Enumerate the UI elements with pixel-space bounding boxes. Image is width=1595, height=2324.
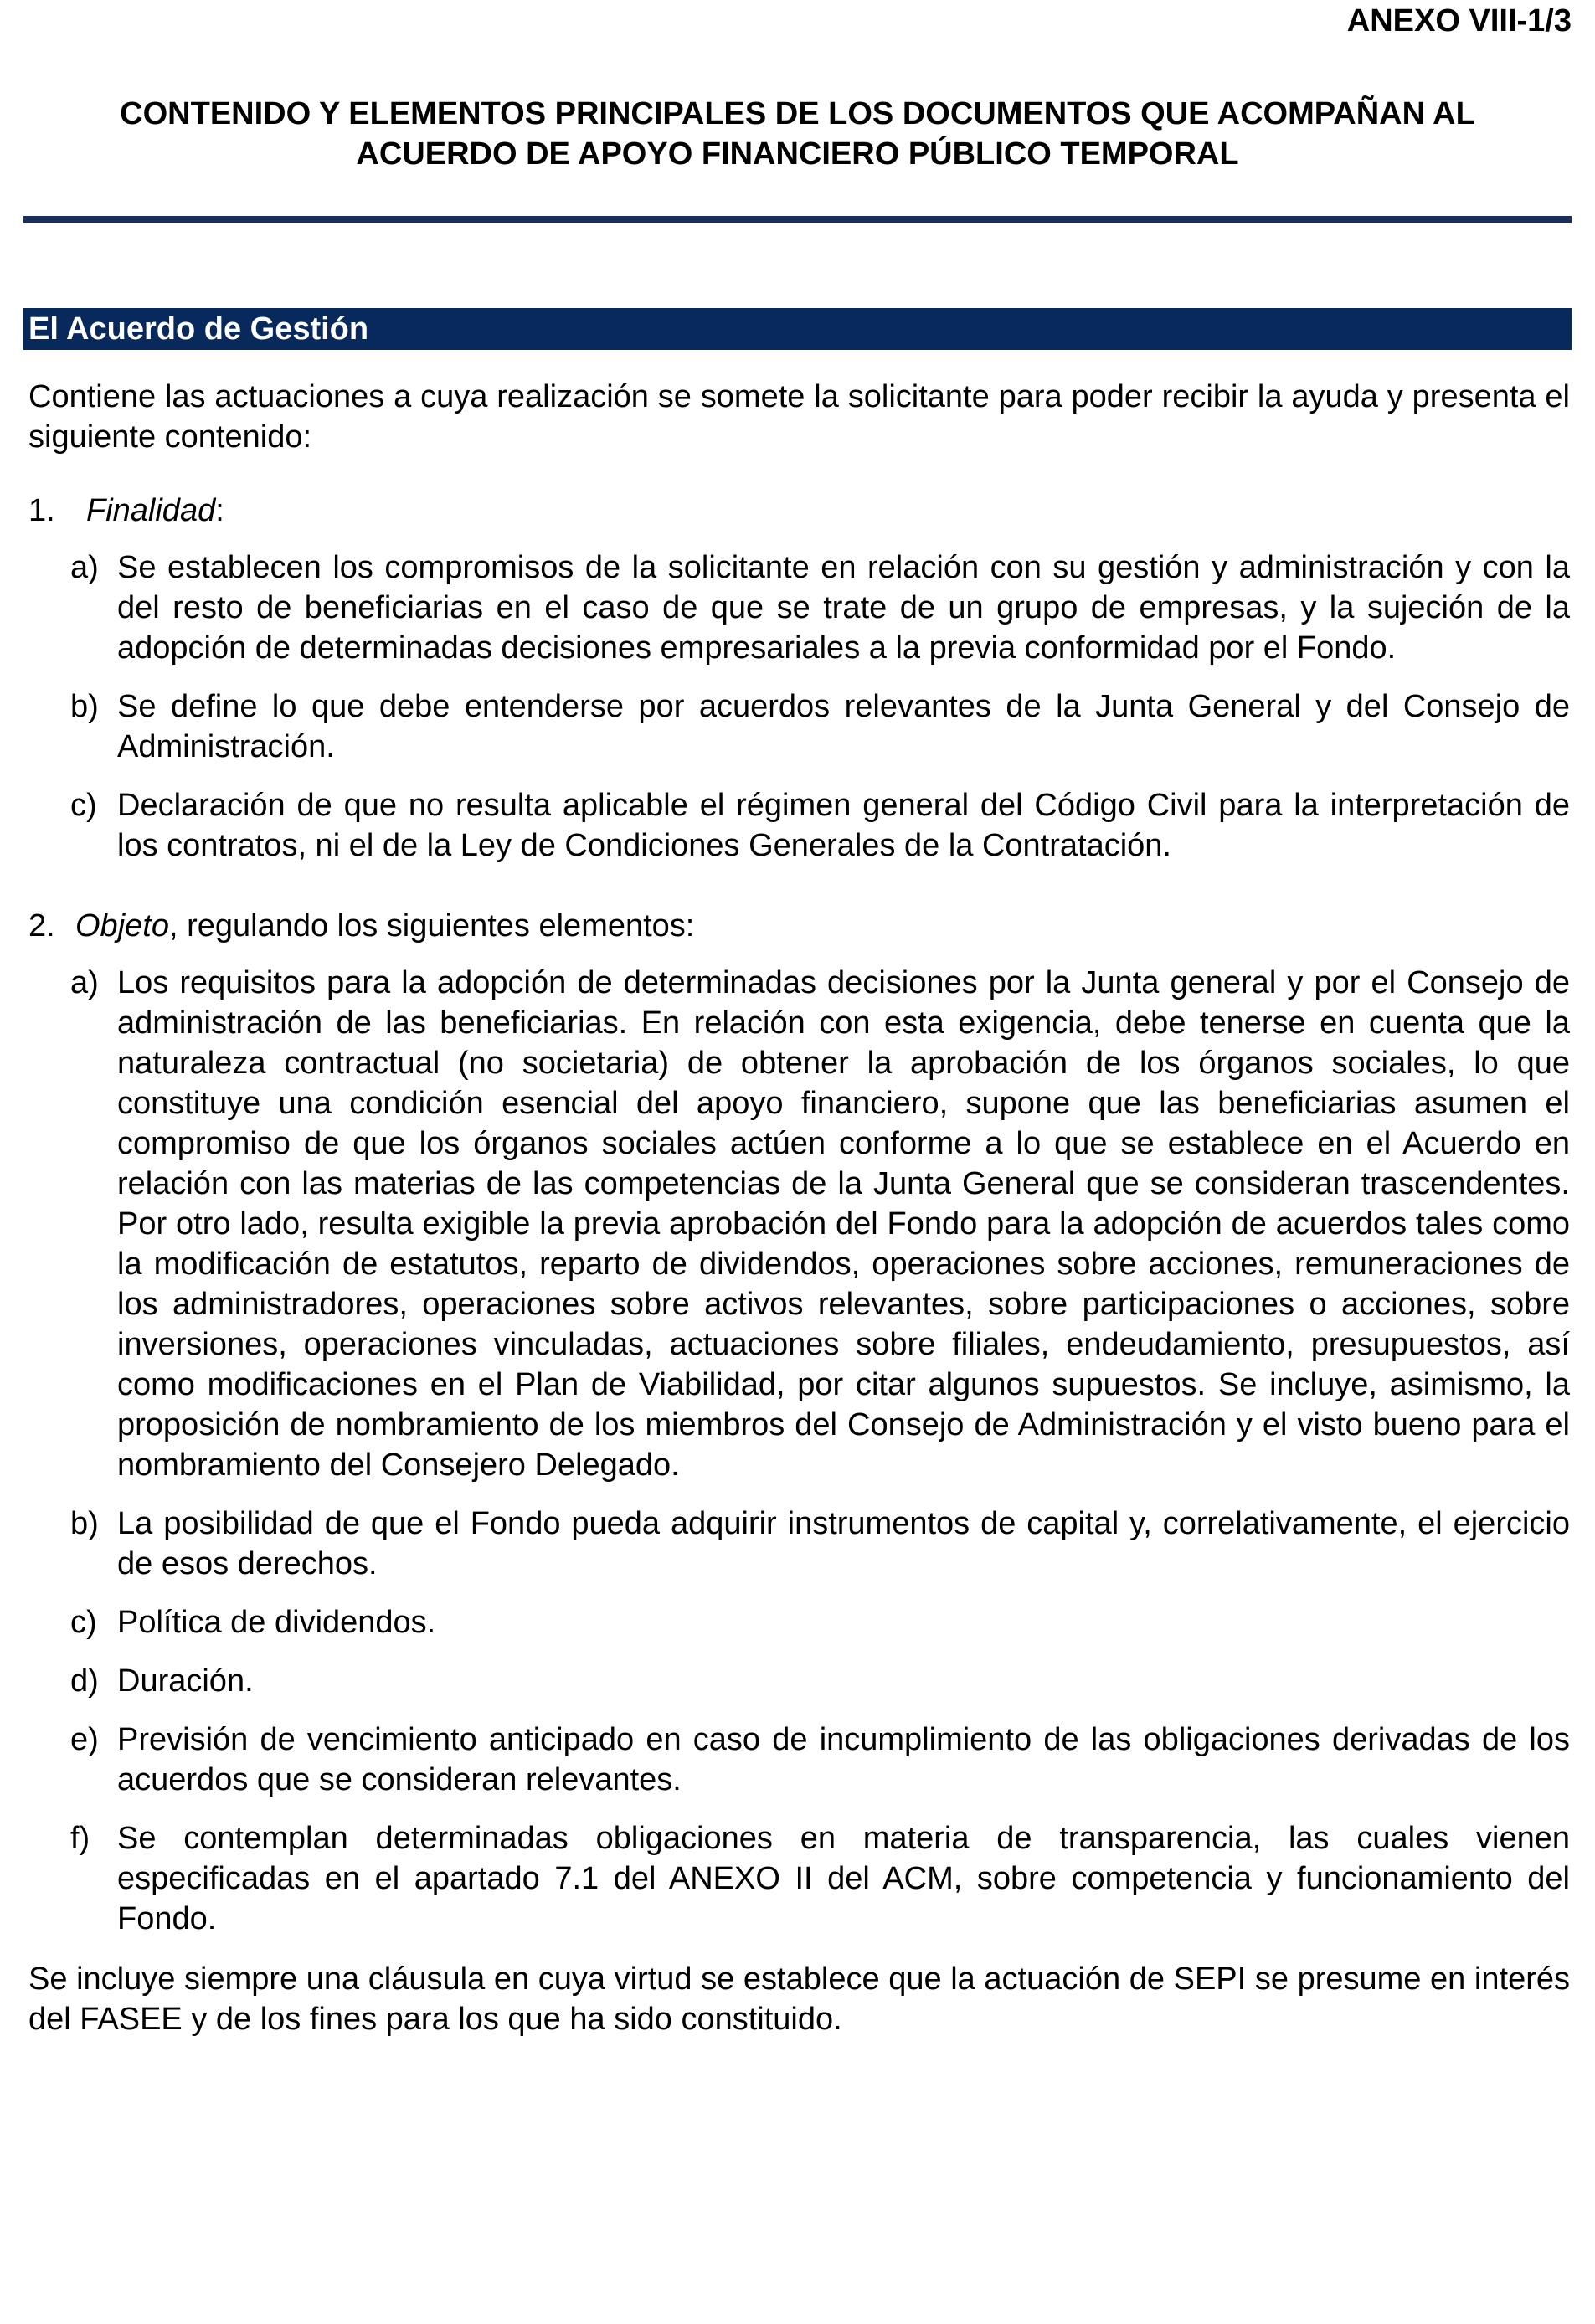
item-letter: c) xyxy=(70,788,97,823)
item-letter: b) xyxy=(70,1506,99,1541)
document-body xyxy=(28,377,1570,2039)
item-letter: b) xyxy=(70,689,99,724)
item-letter: a) xyxy=(70,550,99,585)
list-item xyxy=(70,548,1570,668)
item-text: Se contemplan determinadas obligaciones en materia de transparencia, las cuales vienen especificadas en el apartado 7.1 del ANEXO II del ACM, sobre competencia y funcionamiento del Fondo. xyxy=(117,1821,1570,1936)
point-term: Finalidad xyxy=(86,493,216,528)
list-item xyxy=(70,785,1570,866)
item-text: Declaración de que no resulta aplicable el régimen general del Código Civil para la interpretación de los contratos, ni el de la Ley de Condiciones Generales de la Contratación. xyxy=(117,788,1570,863)
section-intro: Contiene las actuaciones a cuya realización se somete la solicitante para poder recibir la ayuda y presenta el siguiente contenido: xyxy=(28,379,1570,455)
title-divider xyxy=(23,216,1572,223)
item-text: Se define lo que debe entenderse por acuerdos relevantes de la Junta General y del Consejo de Administración. xyxy=(117,689,1570,764)
point-number: 2. xyxy=(28,908,55,943)
point-2-heading xyxy=(28,906,1570,946)
list-item xyxy=(70,1602,1570,1643)
point-suffix: : xyxy=(215,493,224,528)
item-text: La posibilidad de que el Fondo pueda adquirir instrumentos de capital y, correlativamente, el ejercicio de esos derechos. xyxy=(117,1506,1570,1581)
item-letter: c) xyxy=(70,1605,97,1640)
item-letter: f) xyxy=(70,1821,90,1856)
section-heading: El Acuerdo de Gestión xyxy=(23,308,1572,350)
list-item xyxy=(70,1504,1570,1584)
item-text: Previsión de vencimiento anticipado en caso de incumplimiento de las obligaciones derivadas de los acuerdos que se consideran relevantes. xyxy=(117,1722,1570,1797)
list-item xyxy=(70,686,1570,767)
item-text: Los requisitos para la adopción de determinadas decisiones por la Junta general y por el Consejo de administración de las beneficiarias. En relación con esta exigencia, debe tenerse en cuenta que la naturaleza contractual (no societaria) de obtener la aprobación de los órganos sociales, lo que constituye una condición esencial del apoyo financiero, supone que las beneficiarias asumen el compromiso de que los órganos sociales actúen conforme a lo que se establece en el Acuerdo en relación con las materias de las competencias de la Junta General que se consideran trascendentes. Por otro lado, resulta exigible la previa aprobación del Fondo para la adopción de acuerdos tales como la modificación de estatutos, reparto de dividendos, operaciones sobre acciones, remuneraciones de los administradores, operaciones sobre activos relevantes, sobre participaciones o acciones, sobre inversiones, operaciones vinculadas, actuaciones sobre filiales, endeudamiento, presupuestos, así como modificaciones en el Plan de Viabilidad, por citar algunos supuestos. Se incluye, asimismo, la proposición de nombramiento de los miembros del Consejo de Administración y el visto bueno para el nombramiento del Consejero Delegado. xyxy=(117,965,1570,1483)
annex-number: ANEXO VIII-1/3 xyxy=(1346,3,1572,39)
point-title xyxy=(75,906,694,946)
page-title xyxy=(23,94,1572,174)
list-item xyxy=(70,1818,1570,1939)
point-term: Objeto xyxy=(75,908,169,943)
title-line-2: ACUERDO DE APOYO FINANCIERO PÚBLICO TEMPORAL xyxy=(356,136,1239,172)
item-letter: e) xyxy=(70,1722,99,1757)
item-letter: a) xyxy=(70,965,99,1000)
list-item xyxy=(70,1720,1570,1800)
list-item xyxy=(70,963,1570,1485)
point-1-heading xyxy=(28,491,1570,531)
title-line-1: CONTENIDO Y ELEMENTOS PRINCIPALES DE LOS DOCUMENTOS QUE ACOMPAÑAN AL xyxy=(120,96,1475,131)
point-2-list xyxy=(70,963,1570,1939)
point-number: 1. xyxy=(28,493,55,528)
item-letter: d) xyxy=(70,1663,99,1699)
point-title xyxy=(86,491,224,531)
point-suffix: , regulando los siguientes elementos: xyxy=(168,908,695,943)
item-text: Se establecen los compromisos de la solicitante en relación con su gestión y administración y con la del resto de beneficiarias en el caso de que se trate de un grupo de empresas, y la sujeción de la adopción de determinadas decisiones empresariales a la previa conformidad por el Fondo. xyxy=(117,550,1570,666)
item-text: Duración. xyxy=(117,1663,254,1699)
point-1-list xyxy=(70,548,1570,866)
closing-paragraph: Se incluye siempre una cláusula en cuya virtud se establece que la actuación de SEPI se presume en interés del FASEE y de los fines para los que ha sido constituido. xyxy=(28,1962,1570,2037)
list-item xyxy=(70,1661,1570,1701)
item-text: Política de dividendos. xyxy=(117,1605,436,1640)
